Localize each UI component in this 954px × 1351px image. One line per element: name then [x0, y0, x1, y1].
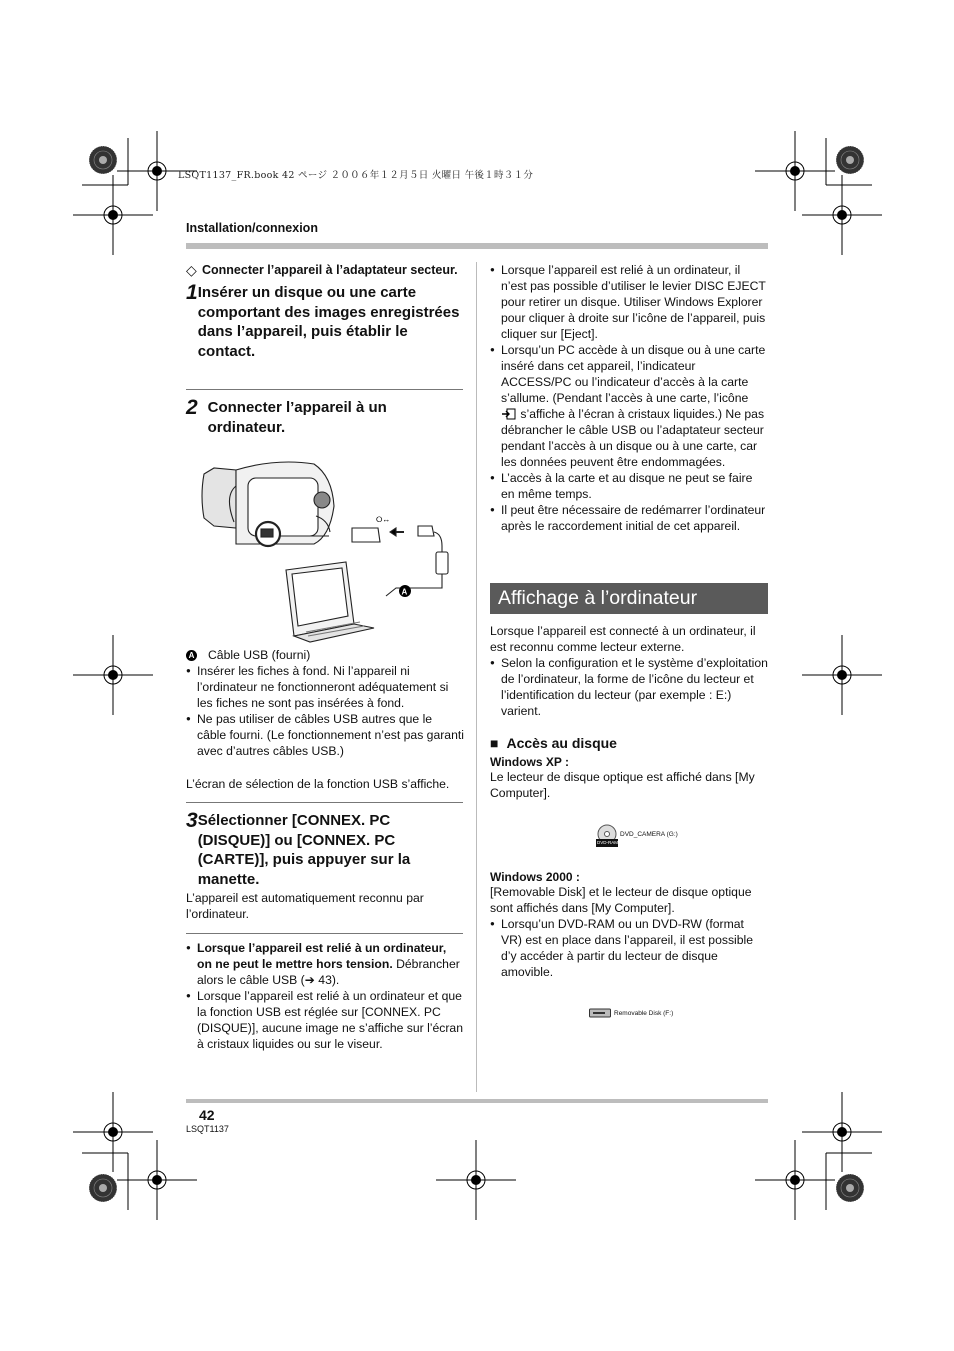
pre-step	[186, 262, 464, 279]
document-code: LSQT1137	[186, 1124, 229, 1134]
bullet-power-off-text: Débrancher alors le câble USB (➔ 43).	[197, 957, 460, 987]
step-divider-1	[186, 389, 463, 390]
bullet-dvd-ram: ● Lorsqu’un DVD-RAM ou un DVD-RW (format VR) est en place dans l’appareil, il est possible d’y accéder à partir du lecteur de disque amovible.	[490, 916, 768, 980]
dvd-label: DVD_CAMERA (G:)	[620, 831, 678, 838]
caption-text: Câble USB (fourni)	[208, 648, 311, 662]
bullet-insert-plugs: ● Insérer les fiches à fond. Ni l’appareil ni l’ordinateur ne fonctionneront adéquatement si les fiches ne sont pas insérées à fond.	[186, 663, 464, 711]
bullet-power-off-bold: Lorsque l’appareil est relié à un ordinateur, on ne peut le mettre hors tension.	[197, 941, 447, 971]
windows-xp-text: Le lecteur de disque optique est affiché dans [My Computer].	[490, 770, 755, 800]
windows-2000-text: [Removable Disk] et le lecteur de disque optique sont affichés dans [My Computer].	[490, 885, 752, 915]
marker-a-label: A	[401, 587, 408, 597]
sub-heading-text: Accès au disque	[506, 735, 617, 751]
footer-rule	[186, 1099, 768, 1103]
section-title: Installation/connexion	[186, 221, 318, 235]
step-2-number: 2	[186, 396, 198, 419]
dvd-badge-label: DVD-RAM	[597, 840, 618, 845]
dvd-drive-icon-xp	[596, 824, 678, 848]
intro-text: Lorsque l’appareil est connecté à un ordinateur, il est reconnu comme lecteur externe.	[490, 624, 756, 654]
bullet-pc-access-text-b: s’affiche à l’écran à cristaux liquides.) Ne pas débrancher le câble USB ou l’adaptateur secteur pendant l’accès à un disque ou à une carte, car les données peuvent être endommagées.	[501, 407, 765, 469]
marker-a	[399, 585, 411, 597]
caption-marker: A	[186, 650, 197, 661]
caption-usb	[186, 647, 464, 663]
column-separator	[476, 262, 477, 1092]
camcorder-image	[202, 462, 334, 546]
bullet-card-disc: ● L’accès à la carte et au disque ne peut se faire en même temps.	[490, 470, 768, 502]
print-meta-line: LSQT1137_FR.book 42 ページ ２００６年１２月５日 火曜日 午後１時３１分	[178, 170, 534, 181]
left-lower	[186, 647, 464, 792]
step-3-body: L’appareil est automatiquement reconnu par l’ordinateur.	[186, 891, 424, 921]
step-divider-2	[186, 802, 463, 803]
drive-icon	[589, 1007, 611, 1019]
removable-disk-label: Removable Disk (F:)	[614, 1009, 674, 1017]
step-3-text: Sélectionner [CONNEX. PC (DISQUE)] ou [CONNEX. PC (CARTE)], puis appuyer sur la manette.	[197, 812, 411, 888]
bullet-disc-eject: ● Lorsque l’appareil est relié à un ordinateur, il n’est pas possible d’utiliser le levier DISC EJECT pour retirer un disque. Utiliser Windows Explorer pour cliquer à droite sur l’icône de l’appareil, puis cliquer sur [Eject].	[490, 262, 768, 342]
step-2	[186, 398, 464, 437]
right-column-top	[490, 262, 768, 534]
step-3	[186, 811, 464, 922]
camera-pc-connection-illustration	[196, 456, 458, 646]
bullet-config: ● Selon la configuration et le système d’exploitation de l’ordinateur, la forme de l’icône du lecteur et l’identification du lecteur (par exemple : E:) varient.	[490, 655, 768, 719]
bullet-restart: ● Il peut être nécessaire de redémarrer l’ordinateur après le raccordement initial de cet appareil.	[490, 502, 768, 534]
laptop-image	[286, 562, 374, 642]
left-notes	[186, 940, 464, 1052]
windows-2000-label: Windows 2000 :	[490, 870, 580, 884]
bullet-power-off	[186, 940, 464, 988]
step-1-number: 1	[186, 281, 198, 304]
bullet-pc-access	[490, 342, 768, 470]
page-number: 42	[199, 1107, 215, 1123]
step-divider-3	[186, 933, 463, 934]
step-2-text: Connecter l’appareil à un ordinateur.	[207, 399, 387, 436]
square-marker: ■	[490, 735, 499, 751]
step-1-text: Insérer un disque ou une carte comportant des images enregistrées dans l’appareil, puis établir le contact.	[197, 284, 460, 360]
removable-disk-icon	[589, 1007, 673, 1019]
left-column	[186, 262, 464, 361]
card-access-icon	[501, 408, 517, 420]
sub-heading	[490, 735, 768, 751]
bullet-no-image: ● Lorsque l’appareil est relié à un ordinateur et que la fonction USB est réglée sur [CONNEX. PC (DISQUE)], aucune image ne s’affiche sur l’écran à cristaux liquides ou sur le viseur.	[186, 988, 464, 1052]
diamond-icon: ◇	[186, 262, 197, 278]
right-column-body	[490, 623, 768, 801]
header-rule	[186, 243, 768, 249]
step-1	[186, 283, 464, 361]
svg-text:⭘↔: ⭘↔	[376, 515, 391, 524]
windows-xp-label: Windows XP :	[490, 755, 570, 769]
usb-screen-note: L’écran de sélection de la fonction USB s’affiche.	[186, 777, 450, 791]
section-heading: Affichage à l’ordinateur	[490, 583, 768, 614]
bullet-pc-access-text-a: Lorsqu’un PC accède à un disque ou à une carte inséré dans cet appareil, l’indicateur ACCESS/PC ou l’indicateur d’accès à la carte s’allume. (Pendant l’accès à une carte, l’icône	[501, 343, 766, 405]
windows-2000-block	[490, 870, 768, 980]
pre-step-text: Connecter l’appareil à l’adaptateur secteur.	[202, 263, 458, 277]
step-3-number: 3	[186, 809, 198, 832]
bullet-usb-cable: ● Ne pas utiliser de câbles USB autres que le câble fourni. (Le fonctionnement n’est pas garanti avec d’autres câbles USB.)	[186, 711, 464, 759]
